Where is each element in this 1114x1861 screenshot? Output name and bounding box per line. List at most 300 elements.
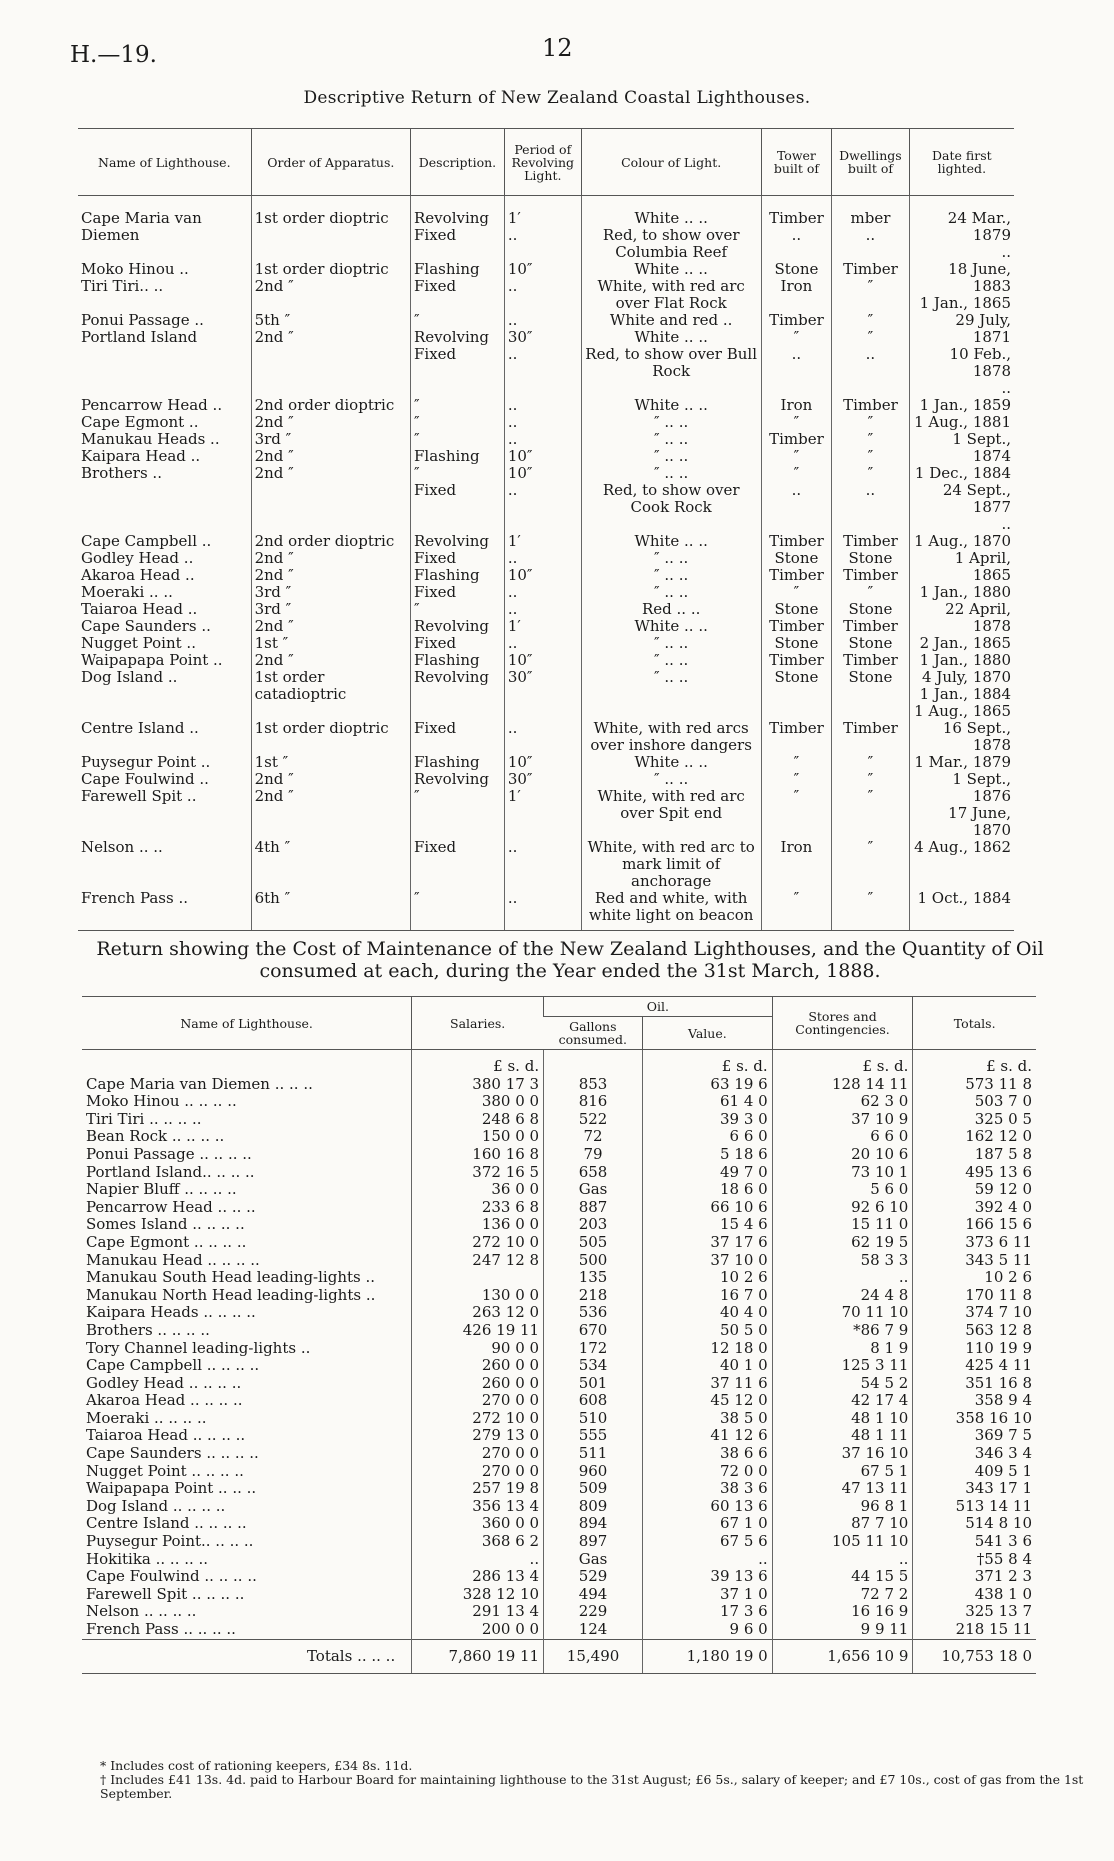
table-cell: 1st order dioptric	[251, 196, 410, 262]
table-cell-gal: 897	[544, 1533, 643, 1551]
table-cell-sal: 247 12 8	[412, 1252, 544, 1270]
table-cell-sto: 5 6 0	[772, 1181, 913, 1199]
table-cell-sal: ..	[412, 1551, 544, 1569]
table-cell-sto: 70 11 10	[772, 1304, 913, 1322]
table-cell-tot: 373 6 11	[913, 1234, 1036, 1252]
table-cell: Puysegur Point .. Cape Foulwind .. Farewell Spit ..	[81, 753, 211, 805]
table-cell-name: Waipapapa Point .. .. ..	[86, 1479, 257, 1498]
table-cell-sto: 44 15 5	[772, 1568, 913, 1586]
table-cell-val: 49 7 0	[643, 1164, 773, 1182]
table-cell-tot: 346 3 4	[913, 1445, 1036, 1463]
table-cell: 18 June, 1883 1 Jan., 1865	[909, 261, 1014, 312]
table-cell: Timber Stone Timber ″ Stone Timber Stone Timber Stone	[761, 533, 832, 720]
table-cell-sal: 279 13 0	[412, 1427, 544, 1445]
table-cell-sto: 92 6 10	[772, 1199, 913, 1217]
table-row	[82, 1498, 1036, 1516]
table-cell-sto: 62 19 5	[772, 1234, 913, 1252]
table-cell-sal: 426 19 11	[412, 1322, 544, 1340]
col-value: Value.	[643, 1017, 773, 1050]
table-cell-gal: 501	[544, 1375, 643, 1393]
table-cell-val: 41 12 6	[643, 1427, 773, 1445]
totals-total: 10,753 18 0	[913, 1639, 1036, 1674]
table-cell-val: 39 3 0	[643, 1111, 773, 1129]
table-row	[82, 1392, 1036, 1410]
table-cell: ..	[504, 720, 581, 754]
table-cell-val: 72 0 0	[643, 1463, 773, 1481]
table-row	[82, 1375, 1036, 1393]
table-cell: White .. .. Red, to show over Columbia Reef	[581, 196, 761, 262]
table-cell: 1′ .. 10″ .. .. 1′ .. 10″ 30″	[504, 533, 581, 720]
table-cell-name: Nelson .. .. .. ..	[86, 1602, 197, 1621]
table-cell-val: 17 3 6	[643, 1603, 773, 1621]
totals-row	[82, 1639, 1036, 1674]
table-cell-name: Nugget Point .. .. .. ..	[86, 1461, 244, 1480]
table-cell-tot: †55 8 4	[913, 1551, 1036, 1569]
table-header-row	[78, 129, 1014, 196]
table-cell-sto: 128 14 11	[772, 1076, 913, 1094]
table-cell-sal: 150 0 0	[412, 1128, 544, 1146]
table-cell: Flashing Fixed	[411, 261, 505, 312]
table-cell: 5th ″ 2nd ″	[251, 312, 410, 397]
totals-gallons: 15,490	[544, 1639, 643, 1674]
table-cell-sto: 24 4 8	[772, 1287, 913, 1305]
table-cell: White, with red arcs over inshore dangers	[581, 720, 761, 754]
table-cell-gal: 511	[544, 1445, 643, 1463]
table-cell-sal: 270 0 0	[412, 1463, 544, 1481]
table-cell-sal: 263 12 0	[412, 1304, 544, 1322]
table-cell-sto: 6 6 0	[772, 1128, 913, 1146]
table-cell-val: ..	[643, 1551, 773, 1569]
table-cell: 4 Aug., 1862	[909, 839, 1014, 890]
table-cell-name: Manukau Head .. .. .. ..	[86, 1250, 260, 1269]
table-cell-gal: 203	[544, 1216, 643, 1234]
table-row	[82, 1533, 1036, 1551]
col-salaries: Salaries.	[412, 997, 544, 1050]
totals-label: Totals .. .. ..	[82, 1639, 412, 1674]
table-cell-tot: 495 13 6	[913, 1164, 1036, 1182]
table-cell-gal: 135	[544, 1269, 643, 1287]
table-cell-val: 10 2 6	[643, 1269, 773, 1287]
table-cell-tot: 343 17 1	[913, 1480, 1036, 1498]
table-cell-sal: 260 0 0	[412, 1375, 544, 1393]
table-cell-sto: 42 17 4	[772, 1392, 913, 1410]
table-cell-name: Portland Island.. .. .. ..	[86, 1162, 255, 1181]
table-cell-val: 60 13 6	[643, 1498, 773, 1516]
table-cell: White .. .. White, with red arc over Flat Rock	[581, 261, 761, 312]
table-row	[82, 1586, 1036, 1604]
table-cell: .. .. .. 10″ 10″ ..	[504, 397, 581, 533]
table-cell: 2nd order dioptric 2nd ″ 3rd ″ 2nd ″ 2nd ″	[251, 397, 410, 533]
table-cell-gal: 494	[544, 1586, 643, 1604]
table-cell-sal: 328 12 10	[412, 1586, 544, 1604]
table-row	[82, 1304, 1036, 1322]
table-cell: Timber ″ ..	[761, 312, 832, 397]
table-row	[82, 1357, 1036, 1375]
table-cell: White .. .. ″ .. .. ″ .. .. ″ .. .. Red .. .. White .. .. ″ .. .. ″ .. .. ″ .. ..	[581, 533, 761, 720]
table-row	[82, 1146, 1036, 1164]
table-cell-tot: 358 9 4	[913, 1392, 1036, 1410]
table-cell-val: 39 13 6	[643, 1568, 773, 1586]
table-cell-gal: 670	[544, 1322, 643, 1340]
units-row	[82, 1050, 1036, 1076]
table-row	[82, 1234, 1036, 1252]
table-cell-sal: 380 17 3	[412, 1076, 544, 1094]
table-cell-val: 37 10 0	[643, 1252, 773, 1270]
table-cell-gal: 853	[544, 1076, 643, 1094]
table-cell: Fixed	[411, 839, 505, 890]
table-cell-tot: 409 5 1	[913, 1463, 1036, 1481]
table-cell-sto: 96 8 1	[772, 1498, 913, 1516]
table-cell-gal: 534	[544, 1357, 643, 1375]
table-cell-name: Ponui Passage .. .. .. ..	[86, 1144, 252, 1163]
table-cell-sal: 248 6 8	[412, 1111, 544, 1129]
table-cell: Ponui Passage .. Portland Island	[81, 311, 204, 346]
table-cell: Pencarrow Head .. Cape Egmont .. Manukau Heads .. Kaipara Head .. Brothers ..	[81, 396, 223, 482]
table-cell-val: 66 10 6	[643, 1199, 773, 1217]
table-cell: 1st ″ 2nd ″ 2nd ″	[251, 754, 410, 839]
table-cell-sto: 16 16 9	[772, 1603, 913, 1621]
table-cell-name: Cape Egmont .. .. .. ..	[86, 1232, 247, 1251]
table-cell: .. 30″ ..	[504, 312, 581, 397]
table-cell-name: Centre Island .. .. .. ..	[86, 1514, 247, 1533]
table-cell-val: 40 4 0	[643, 1304, 773, 1322]
table-cell-tot: 325 13 7	[913, 1603, 1036, 1621]
table-cell-val: 45 12 0	[643, 1392, 773, 1410]
table-cell-sto: 37 10 9	[772, 1111, 913, 1129]
col-header: Colour of Light.	[581, 129, 761, 196]
table-cell-sal: 36 0 0	[412, 1181, 544, 1199]
table-cell-tot: 218 15 11	[913, 1621, 1036, 1639]
table-cell-val: 38 3 6	[643, 1480, 773, 1498]
unit-cell	[544, 1050, 643, 1076]
table-cell-name: Kaipara Heads .. .. .. ..	[86, 1303, 256, 1322]
table-cell-name: Moeraki .. .. .. ..	[86, 1408, 207, 1427]
table-cell: ..	[504, 839, 581, 890]
table-cell-sal: 200 0 0	[412, 1621, 544, 1639]
col-header: Description.	[411, 129, 505, 196]
table-cell-name: Manukau South Head leading-lights ..	[86, 1268, 376, 1287]
table-row	[78, 312, 1014, 397]
table-cell-sal	[412, 1269, 544, 1287]
table-row	[78, 839, 1014, 890]
col-totals: Totals.	[913, 997, 1036, 1050]
table-row	[82, 1480, 1036, 1498]
table-cell: Timber	[832, 720, 909, 754]
table-cell-name: Puysegur Point.. .. .. ..	[86, 1532, 254, 1551]
table-cell-sal: 372 16 5	[412, 1164, 544, 1182]
table-cell-gal: 536	[544, 1304, 643, 1322]
table-cell-sal: 90 0 0	[412, 1340, 544, 1358]
table-cell-sto: 58 3 3	[772, 1252, 913, 1270]
table-cell: 10″ 30″ 1′	[504, 754, 581, 839]
table-cell: Timber ″	[832, 261, 909, 312]
table-row	[82, 1269, 1036, 1287]
table-cell-val: 50 5 0	[643, 1322, 773, 1340]
table-cell: French Pass ..	[78, 890, 251, 931]
table-cell-tot: 358 16 10	[913, 1410, 1036, 1428]
table-cell: ″	[411, 890, 505, 931]
table-cell-tot: 503 7 0	[913, 1093, 1036, 1111]
maintenance-cost-table	[82, 996, 1036, 1674]
table-cell-gal: 809	[544, 1498, 643, 1516]
table-header-row	[82, 997, 1036, 1017]
table-cell-sto: 47 13 11	[772, 1480, 913, 1498]
unit-cell: £ s. d.	[913, 1050, 1036, 1076]
table-row	[82, 1076, 1036, 1094]
table-cell-sto: 48 1 11	[772, 1427, 913, 1445]
table-cell-val: 37 11 6	[643, 1375, 773, 1393]
table-cell-name: Manukau North Head leading-lights ..	[86, 1285, 376, 1304]
table-row	[82, 1515, 1036, 1533]
table-row	[78, 261, 1014, 312]
table-cell: Revolving Fixed Flashing Fixed ″ Revolving Fixed Flashing Revolving	[411, 533, 505, 720]
table-cell-tot: 425 4 11	[913, 1357, 1036, 1375]
table-cell-gal: 509	[544, 1480, 643, 1498]
table-cell-sto: 15 11 0	[772, 1216, 913, 1234]
col-gallons: Gallons consumed.	[544, 1017, 643, 1050]
table-cell-name: Brothers .. .. .. ..	[86, 1320, 210, 1339]
table-cell-gal: 960	[544, 1463, 643, 1481]
table-cell-sal: 356 13 4	[412, 1498, 544, 1516]
col-header: Order of Apparatus.	[251, 129, 410, 196]
table-cell-sto: ..	[772, 1551, 913, 1569]
table-cell-gal: 218	[544, 1287, 643, 1305]
table-cell: Flashing Revolving ″	[411, 754, 505, 839]
table-cell-name: Pencarrow Head .. .. ..	[86, 1197, 256, 1216]
table-cell: 1st order dioptric	[251, 720, 410, 754]
table-cell-name: Farewell Spit .. .. .. ..	[86, 1584, 245, 1603]
table-cell-gal: 124	[544, 1621, 643, 1639]
table-row	[82, 1287, 1036, 1305]
lighthouse-description-table	[78, 128, 1014, 931]
table-cell: Stone Iron	[761, 261, 832, 312]
table-row	[78, 397, 1014, 533]
table-cell-gal: 555	[544, 1427, 643, 1445]
table-cell-tot: 371 2 3	[913, 1568, 1036, 1586]
table-cell-gal: Gas	[544, 1181, 643, 1199]
table-cell-sal: 380 0 0	[412, 1093, 544, 1111]
col-header: Date first lighted.	[909, 129, 1014, 196]
table-cell-sal: 260 0 0	[412, 1357, 544, 1375]
table-row	[82, 1164, 1036, 1182]
table-cell-sal: 360 0 0	[412, 1515, 544, 1533]
table-cell-gal: 816	[544, 1093, 643, 1111]
table-row	[82, 1199, 1036, 1217]
table-cell-gal: 500	[544, 1252, 643, 1270]
table-cell-sto: *86 7 9	[772, 1322, 913, 1340]
table-cell-val: 15 4 6	[643, 1216, 773, 1234]
table-cell-name: French Pass .. .. .. ..	[86, 1620, 236, 1638]
table-cell: 1st order dioptric 2nd ″	[251, 261, 410, 312]
table-cell: ″ ″ ..	[832, 312, 909, 397]
table-cell-sal: 272 10 0	[412, 1410, 544, 1428]
table-row	[82, 1111, 1036, 1129]
table-cell: Timber ″ ″ ″ ″ ..	[832, 397, 909, 533]
table-cell: ″	[761, 890, 832, 931]
col-stores: Stores and Contingencies.	[772, 997, 913, 1050]
table-cell: ″ Revolving Fixed	[411, 312, 505, 397]
table-cell: 1 Mar., 1879 1 Sept., 1876 17 June, 1870	[909, 754, 1014, 839]
table-cell-sal: 270 0 0	[412, 1445, 544, 1463]
table-cell-name: Cape Foulwind .. .. .. ..	[86, 1567, 257, 1586]
table-cell: 4th ″	[251, 839, 410, 890]
table-cell-sal: 160 16 8	[412, 1146, 544, 1164]
table-cell-val: 67 5 6	[643, 1533, 773, 1551]
table-cell: 29 July, 1871 10 Feb., 1878 ..	[909, 312, 1014, 397]
table-cell-sto: 20 10 6	[772, 1146, 913, 1164]
table-cell-tot: 187 5 8	[913, 1146, 1036, 1164]
table-row	[82, 1128, 1036, 1146]
table-cell: Revolving Fixed	[411, 196, 505, 262]
table-row	[82, 1252, 1036, 1270]
table-cell-val: 40 1 0	[643, 1357, 773, 1375]
table-row	[82, 1603, 1036, 1621]
table-cell: 24 Mar., 1879 ..	[909, 196, 1014, 262]
unit-cell	[82, 1050, 412, 1076]
table-cell-tot: 325 0 5	[913, 1111, 1036, 1129]
table-cell-sal: 291 13 4	[412, 1603, 544, 1621]
table-cell-sto: 8 1 9	[772, 1340, 913, 1358]
table-cell-sal: 130 0 0	[412, 1287, 544, 1305]
table-cell: Iron ″ Timber ″ ″ ..	[761, 397, 832, 533]
table-row	[82, 1322, 1036, 1340]
table-cell-gal: Gas	[544, 1551, 643, 1569]
table-cell-sto: 48 1 10	[772, 1410, 913, 1428]
table-row	[82, 1568, 1036, 1586]
table-cell-sal: 233 6 8	[412, 1199, 544, 1217]
footnotes	[100, 1759, 1114, 1801]
table-cell-gal: 79	[544, 1146, 643, 1164]
table-cell-name: Tory Channel leading-lights ..	[86, 1338, 311, 1357]
table-cell: Cape Maria van Diemen	[81, 209, 202, 244]
table-cell: Iron	[761, 839, 832, 890]
table-cell-val: 6 6 0	[643, 1128, 773, 1146]
table-cell: 16 Sept., 1878	[909, 720, 1014, 754]
table-row	[78, 533, 1014, 720]
table-row	[82, 1463, 1036, 1481]
table-cell: 1 Oct., 1884	[909, 890, 1014, 931]
table-cell-val: 18 6 0	[643, 1181, 773, 1199]
table-cell-sto: 105 11 10	[772, 1533, 913, 1551]
table-cell: 1 Aug., 1870 1 April, 1865 1 Jan., 1880 22 April, 1878 2 Jan., 1865 1 Jan., 1880 4 July, 1870 1 Jan., 1884 1 Aug., 1865	[909, 533, 1014, 720]
table-cell: Cape Campbell .. Godley Head .. Akaroa Head .. Moeraki .. .. Taiaroa Head .. Cape Saunders .. Nugget Point .. Waipapapa Point .. Dog Island ..	[81, 532, 223, 686]
table-cell-name: Dog Island .. .. .. ..	[86, 1496, 226, 1515]
table-cell-gal: 505	[544, 1234, 643, 1252]
table-cell-val: 9 6 0	[643, 1621, 773, 1639]
footnote-dagger: † Includes £41 13s. 4d. paid to Harbour Board for maintaining lighthouse to the 31st August; £6 5s., salary of keeper; and £7 10s., cost of gas from the 1st September.	[100, 1772, 1084, 1801]
table-cell-name: Bean Rock .. .. .. ..	[86, 1127, 225, 1146]
table-cell: White, with red arc to mark limit of anchorage	[581, 839, 761, 890]
table-cell-name: Akaroa Head .. .. .. ..	[86, 1391, 243, 1410]
table-cell-sal: 286 13 4	[412, 1568, 544, 1586]
table-cell-tot: 170 11 8	[913, 1287, 1036, 1305]
footnote-asterisk: * Includes cost of rationing keepers, £34 8s. 11d.	[100, 1758, 413, 1773]
table-row	[78, 720, 1014, 754]
table-cell: ″ ″ ″	[832, 754, 909, 839]
table-cell-val: 37 17 6	[643, 1234, 773, 1252]
table-cell-val: 63 19 6	[643, 1076, 773, 1094]
col-header: Tower built of	[761, 129, 832, 196]
table-cell-gal: 172	[544, 1340, 643, 1358]
table-cell-val: 38 6 6	[643, 1445, 773, 1463]
table-cell-sto: 9 9 11	[772, 1621, 913, 1639]
table-cell-sto: 62 3 0	[772, 1093, 913, 1111]
table-cell: Timber	[761, 720, 832, 754]
table-row	[78, 754, 1014, 839]
table-cell: 1′ ..	[504, 196, 581, 262]
table-cell-val: 37 1 0	[643, 1586, 773, 1604]
table-cell-sto: 73 10 1	[772, 1164, 913, 1182]
col-oil: Oil.	[544, 997, 773, 1017]
table-cell: 2nd order dioptric 2nd ″ 2nd ″ 3rd ″ 3rd ″ 2nd ″ 1st ″ 2nd ″ 1st order catadioptric	[251, 533, 410, 720]
table-cell-name: Tiri Tiri .. .. .. ..	[86, 1109, 202, 1128]
unit-cell: £ s. d.	[772, 1050, 913, 1076]
table-cell-sal: 368 6 2	[412, 1533, 544, 1551]
table-cell-gal: 608	[544, 1392, 643, 1410]
table-cell-tot: 369 7 5	[913, 1427, 1036, 1445]
table-cell-val: 61 4 0	[643, 1093, 773, 1111]
table-cell-sto: 54 5 2	[772, 1375, 913, 1393]
totals-stores: 1,656 10 9	[772, 1639, 913, 1674]
table-cell-tot: 166 15 6	[913, 1216, 1036, 1234]
table-cell-name: Cape Campbell .. .. .. ..	[86, 1356, 260, 1375]
table-cell-name: Hokitika .. .. .. ..	[86, 1549, 209, 1568]
table-cell-val: 5 18 6	[643, 1146, 773, 1164]
table-cell-sal: 136 0 0	[412, 1216, 544, 1234]
table-cell-gal: 529	[544, 1568, 643, 1586]
table-cell: Nelson .. ..	[81, 838, 163, 856]
table-cell: ″ ″ ″ Flashing ″ Fixed	[411, 397, 505, 533]
table-cell: Red and white, with white light on beacon	[581, 890, 761, 931]
table-cell-gal: 658	[544, 1164, 643, 1182]
table-cell-tot: 110 19 9	[913, 1340, 1036, 1358]
table-cell: White .. .. ″ .. .. ″ .. .. ″ .. .. ″ .. .. Red, to show over Cook Rock	[581, 397, 761, 533]
table-cell: 10″ ..	[504, 261, 581, 312]
table-cell-gal: 72	[544, 1128, 643, 1146]
table-cell-sto: ..	[772, 1269, 913, 1287]
table-cell: White .. .. ″ .. .. White, with red arc over Spit end	[581, 754, 761, 839]
table-cell-sal: 257 19 8	[412, 1480, 544, 1498]
table-cell-tot: 343 5 11	[913, 1252, 1036, 1270]
table-cell: ″	[832, 839, 909, 890]
maintenance-return-title: Return showing the Cost of Maintenance of the New Zealand Lighthouses, and the Quantity of Oil consumed at each, during the Year ended the 31st March, 1888.	[96, 938, 1044, 982]
table-cell: Moko Hinou .. Tiri Tiri.. ..	[81, 260, 189, 295]
col-header: Dwellings built of	[832, 129, 909, 196]
table-row	[78, 890, 1014, 931]
document-reference: H.—19.	[70, 42, 157, 68]
table-cell-val: 38 5 0	[643, 1410, 773, 1428]
table-row	[82, 1216, 1036, 1234]
table-cell-tot: 162 12 0	[913, 1128, 1036, 1146]
totals-salaries: 7,860 19 11	[412, 1639, 544, 1674]
totals-value: 1,180 19 0	[643, 1639, 773, 1674]
table-cell-name: Moko Hinou .. .. .. ..	[86, 1092, 237, 1111]
unit-cell: £ s. d.	[643, 1050, 773, 1076]
unit-cell: £ s. d.	[412, 1050, 544, 1076]
table-cell-name: Cape Maria van Diemen .. .. ..	[86, 1074, 313, 1093]
table-cell: 6th ″	[251, 890, 410, 931]
table-cell: Timber ..	[761, 196, 832, 262]
table-cell-name: Taiaroa Head .. .. .. ..	[86, 1426, 246, 1445]
table-cell-gal: 894	[544, 1515, 643, 1533]
table-cell: Timber Stone Timber ″ Stone Timber Stone Timber Stone	[832, 533, 909, 720]
lighthouse-return-title: Descriptive Return of New Zealand Coastal Lighthouses.	[303, 88, 811, 108]
table-row	[82, 1093, 1036, 1111]
table-cell-tot: 374 7 10	[913, 1304, 1036, 1322]
table-row	[82, 1621, 1036, 1639]
table-cell-sto: 125 3 11	[772, 1357, 913, 1375]
table-cell-tot: 438 1 0	[913, 1586, 1036, 1604]
